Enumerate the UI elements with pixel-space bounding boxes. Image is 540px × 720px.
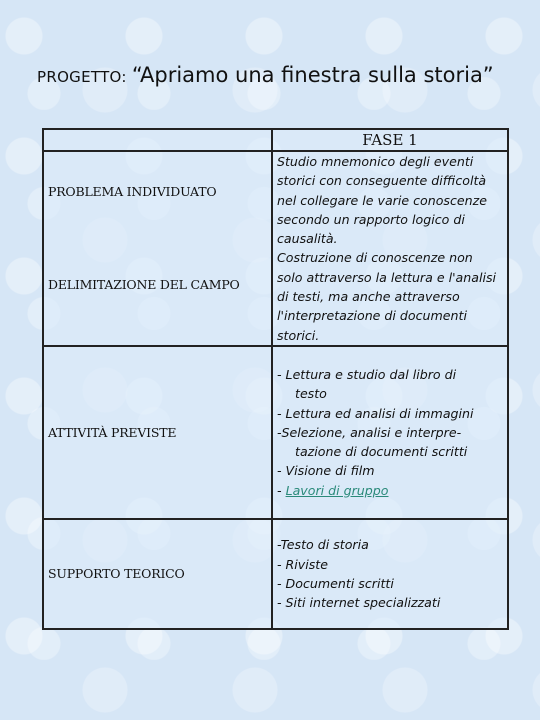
document-title — [37, 60, 507, 92]
title-main: “Apriamo una finestra sulla storia” — [131, 63, 494, 87]
content-attivita — [272, 346, 508, 519]
list-dash: - — [277, 482, 286, 498]
table-row — [43, 346, 508, 519]
list-item: - Lettura ed analisi di immagini — [277, 405, 474, 421]
list-item: testo — [295, 386, 327, 402]
list-item: - Riviste — [277, 556, 328, 572]
phase-table — [42, 128, 509, 630]
phase-header-row — [43, 129, 508, 151]
list-item: - Visione di film — [277, 463, 375, 479]
list-item: - Lettura e studio dal libro di — [277, 366, 457, 382]
title-lead: PROGETTO: — [37, 68, 127, 86]
label-supporto: SUPPORTO TEORICO — [43, 519, 272, 629]
label-problema: PROBLEMA INDIVIDUATO — [48, 184, 217, 199]
content-cell-problema-delimitazione — [272, 151, 508, 346]
lavori-di-gruppo-link[interactable]: Lavori di gruppo — [285, 482, 389, 498]
content-supporto — [272, 519, 508, 629]
label-attivita: ATTIVITÀ PREVISTE — [43, 346, 272, 519]
list-item: -Selezione, analisi e interpre- — [277, 424, 462, 440]
text-delimitazione: Costruzione di conoscenze non solo attraverso la lettura e l'analisi di testi, ma anche attraverso l'interpretazione di documenti storici. — [277, 250, 497, 343]
list-item: - Documenti scritti — [277, 575, 394, 591]
label-delimitazione: DELIMITAZIONE DEL CAMPO — [48, 277, 240, 292]
label-cell-problema-delimitazione — [43, 151, 272, 346]
list-item — [277, 481, 501, 500]
list-item: - Siti internet specializzati — [277, 595, 441, 611]
table-row — [43, 151, 508, 346]
header-blank-cell — [43, 129, 272, 151]
list-item: -Testo di storia — [277, 537, 369, 553]
table-row — [43, 519, 508, 629]
text-problema: Studio mnemonico degli eventi storici con conseguente difficoltà nel collegare le varie conoscenze secondo un rapporto logico di causalità. — [277, 154, 487, 247]
list-item: tazione di documenti scritti — [295, 444, 468, 460]
phase-header: FASE 1 — [272, 129, 508, 151]
